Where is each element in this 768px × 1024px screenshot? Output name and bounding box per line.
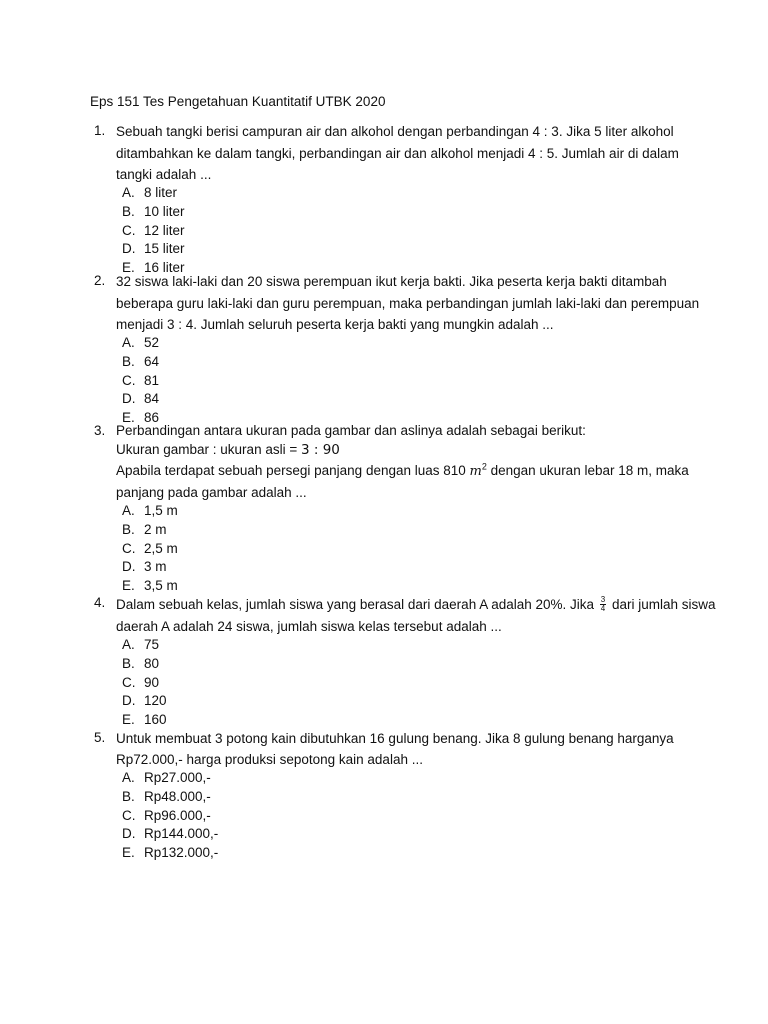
option-c: C. 2,5 m	[122, 540, 178, 556]
document-title: Eps 151 Tes Pengetahuan Kuantitatif UTBK 2020	[90, 94, 386, 109]
answer-options	[122, 184, 684, 278]
question-number: 1.	[94, 123, 106, 138]
question-number: 4.	[94, 595, 106, 610]
option-b: B. Rp48.000,-	[122, 788, 211, 804]
option-a: A. 8 liter	[122, 185, 178, 200]
question-text: Untuk membuat 3 potong kain dibutuhkan 16 gulung benang. Jika 8 gulung benang harganya Rp72.000,- harga produksi sepotong kain adalah ...	[116, 731, 674, 767]
question-text: Sebuah tangki berisi campuran air dan alkohol dengan perbandingan 4 : 3. Jika 5 liter alkohol ditambahkan ke dalam tangki, perbandingan air dan alkohol menjadi 4 : 5. Jumlah air di dalam tangki adalah ...	[116, 124, 679, 182]
option-d: D. 84	[122, 391, 160, 407]
option-b: B. 10 liter	[122, 203, 185, 219]
option-d: D. 120	[122, 693, 167, 709]
option-b: B. 2 m	[122, 521, 167, 537]
option-d: D. Rp144.000,-	[122, 826, 219, 842]
option-e: E. 86	[122, 410, 160, 426]
answer-options	[122, 334, 684, 428]
option-c: C. 90	[122, 674, 160, 690]
option-e: E. Rp132.000,-	[122, 845, 219, 861]
option-e: E. 3,5 m	[122, 578, 178, 594]
option-e: E. 16 liter	[122, 260, 185, 276]
option-a: A. 75	[122, 637, 160, 652]
question-text: 32 siswa laki-laki dan 20 siswa perempuan ikut kerja bakti. Jika peserta kerja bakti ditambah beberapa guru laki-laki dan guru perempuan, maka perbandingan jumlah laki-laki dan perempuan menjadi 3 : 4. Jumlah seluruh peserta kerja bakti yang mungkin adalah ...	[116, 274, 700, 332]
question-1	[94, 121, 684, 278]
option-d: D. 3 m	[122, 559, 167, 575]
question-4	[94, 592, 716, 730]
option-b: B. 80	[122, 655, 160, 671]
option-a: A. 1,5 m	[122, 503, 178, 518]
option-d: D. 15 liter	[122, 241, 185, 257]
option-c: C. Rp96.000,-	[122, 807, 211, 823]
question-number: 3.	[94, 423, 106, 438]
option-c: C. 12 liter	[122, 222, 185, 238]
scale-ratio: 3 : 90	[300, 442, 340, 458]
question-text: Dalam sebuah kelas, jumlah siswa yang berasal dari daerah A adalah 20%. Jika $\frac{3}{4}$ dari jumlah siswa daerah A adalah 24 siswa, jumlah siswa kelas tersebut adalah ...	[116, 594, 716, 634]
answer-options	[122, 502, 684, 596]
option-a: A. Rp27.000,-	[122, 770, 211, 785]
option-a: A. 52	[122, 335, 160, 350]
answer-options	[122, 636, 684, 730]
question-number: 2.	[94, 273, 106, 288]
question-5	[94, 728, 684, 863]
option-e: E. 160	[122, 712, 167, 728]
question-number: 5.	[94, 730, 106, 745]
option-c: C. 81	[122, 372, 160, 388]
area-unit: m	[469, 464, 482, 479]
question-text: Perbandingan antara ukuran pada gambar dan aslinya adalah sebagai berikut: Ukuran gambar : ukuran asli = 3 : 90 Apabila terdapat sebuah persegi panjang dengan luas 810 $m^2$ dengan ukuran lebar 18 m, maka panjang pada gambar adalah ...	[116, 423, 689, 500]
fraction: $\frac{3}{4}$	[600, 594, 606, 613]
answer-options	[122, 769, 684, 863]
option-b: B. 64	[122, 353, 160, 369]
question-3	[94, 421, 689, 596]
question-2	[94, 271, 700, 428]
